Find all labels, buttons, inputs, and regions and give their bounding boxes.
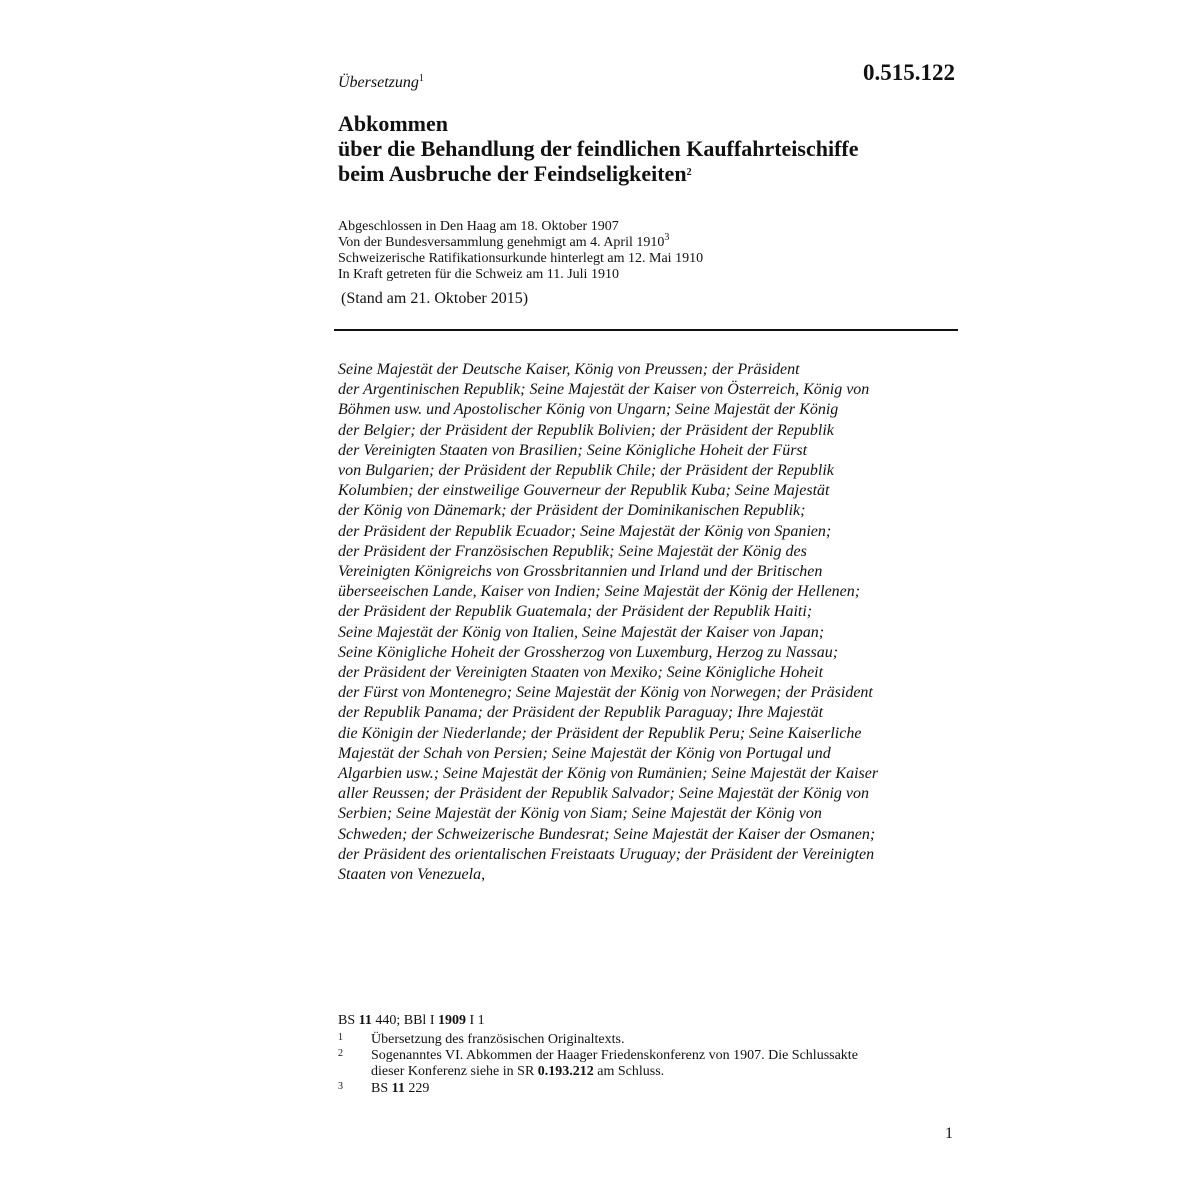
meta-concluded: Abgeschlossen in Den Haag am 18. Oktober 1907 [338, 219, 619, 234]
preamble-line: Kolumbien; der einstweilige Gouverneur der Republik Kuba; Seine Majestät [338, 482, 830, 500]
preamble-line: der Vereinigten Staaten von Brasilien; Seine Königliche Hoheit der Fürst [338, 441, 808, 459]
preamble-line: der Präsident der Republik Ecuador; Seine Majestät der König von Spanien; [338, 522, 832, 540]
meta-approved: Von der Bundesversammlung genehmigt am 4. April 1910$^3$ [338, 232, 670, 250]
footnote-ref-3[interactable]: 3 [664, 232, 670, 243]
title-line-3: beim Ausbruche der Feindseligkeiten$^2$ [338, 161, 692, 186]
preamble-line: der König von Dänemark; der Präsident der Dominikanischen Republik; [338, 502, 806, 520]
preamble-line: Vereinigten Königreichs von Grossbritannien und Irland und der Britischen [338, 563, 823, 581]
preamble-line: Seine Majestät der Deutsche Kaiser, König von Preussen; der Präsident [338, 361, 800, 378]
translation-label: Übersetzung$^1$ [338, 73, 424, 91]
meta-ratification: Schweizerische Ratifikationsurkunde hinterlegt am 12. Mai 1910 [338, 251, 704, 266]
sr-number: 0.515.122 [863, 60, 955, 85]
footnote-number: 3 [338, 1081, 343, 1092]
preamble-line: der Präsident des orientalischen Freistaats Uruguay; der Präsident der Vereinigten [338, 845, 875, 863]
footnote-text: BS 11 229 [371, 1081, 430, 1096]
preamble-line: Seine Majestät der König von Italien, Seine Majestät der Kaiser von Japan; [338, 623, 825, 641]
footnote-text: Übersetzung des französischen Originaltexts. [371, 1032, 625, 1047]
preamble-line: der Belgier; der Präsident der Republik Bolivien; der Präsident der Republik [338, 421, 834, 439]
sr-link[interactable]: 0.193.212 [537, 1064, 594, 1079]
preamble-line: der Präsident der Republik Guatemala; der Präsident der Republik Haiti; [338, 603, 813, 621]
horizontal-rule [334, 329, 958, 331]
title-line-2: über die Behandlung der feindlichen Kauffahrteischiffe [338, 136, 859, 161]
title-line-1: Abkommen [338, 111, 449, 136]
preamble-line: Majestät der Schah von Persien; Seine Majestät der König von Portugal und [338, 744, 831, 762]
preamble-line: der Argentinischen Republik; Seine Majestät der Kaiser von Österreich, König von [338, 381, 870, 399]
preamble-line: Schweden; der Schweizerische Bundesrat; Seine Majestät der Kaiser der Osmanen; [338, 825, 876, 843]
document-metadata [338, 219, 703, 283]
preamble-line: Seine Königliche Hoheit der Grossherzog von Luxemburg, Herzog zu Nassau; [338, 643, 839, 661]
preamble-line: von Bulgarien; der Präsident der Republik Chile; der Präsident der Republik [338, 462, 834, 480]
preamble-line: der Präsident der Vereinigten Staaten von Mexiko; Seine Königliche Hoheit [338, 664, 824, 682]
preamble-text [338, 360, 978, 885]
preamble-line: Algarbien usw.; Seine Majestät der König von Rumänien; Seine Majestät der Kaiser [338, 765, 879, 783]
footnote-ref-2[interactable]: 2 [686, 167, 692, 178]
preamble-line: aller Reussen; der Präsident der Republik Salvador; Seine Majestät der König von [338, 785, 870, 803]
footnote-1 [338, 1032, 958, 1048]
footnote-2 [338, 1048, 958, 1080]
footnote-ref-1[interactable]: 1 [418, 73, 424, 84]
source-reference: BS 11 440; BBl I 1909 I 1 [338, 1013, 485, 1028]
preamble-line: der Republik Panama; der Präsident der Republik Paraguay; Ihre Majestät [338, 704, 824, 722]
preamble-line: der Fürst von Montenegro; Seine Majestät der König von Norwegen; der Präsident [338, 684, 873, 702]
footnote-number: 1 [338, 1032, 343, 1043]
preamble-line: überseeischen Lande, Kaiser von Indien; Seine Majestät der König der Hellenen; [338, 583, 861, 601]
meta-in-force: In Kraft getreten für die Schweiz am 11. Juli 1910 [338, 267, 619, 282]
page-number: 1 [945, 1125, 953, 1142]
footnote-3 [338, 1081, 958, 1097]
status-date: (Stand am 21. Oktober 2015) [341, 290, 529, 307]
preamble-line: der Präsident der Französischen Republik; Seine Majestät der König des [338, 542, 807, 560]
preamble-line: Staaten von Venezuela, [338, 866, 486, 884]
footnote-text: Sogenanntes VI. Abkommen der Haager Friedenskonferenz von 1907. Die Schlussakte dieser Konferenz siehe in SR 0.193.212 am Schluss. [371, 1048, 858, 1079]
footnote-number: 2 [338, 1048, 343, 1059]
document-title [338, 111, 978, 186]
preamble-line: die Königin der Niederlande; der Präsident der Republik Peru; Seine Kaiserliche [338, 724, 862, 742]
preamble-line: Serbien; Seine Majestät der König von Siam; Seine Majestät der König von [338, 805, 822, 823]
preamble-line: Böhmen usw. und Apostolischer König von Ungarn; Seine Majestät der König [338, 401, 839, 419]
